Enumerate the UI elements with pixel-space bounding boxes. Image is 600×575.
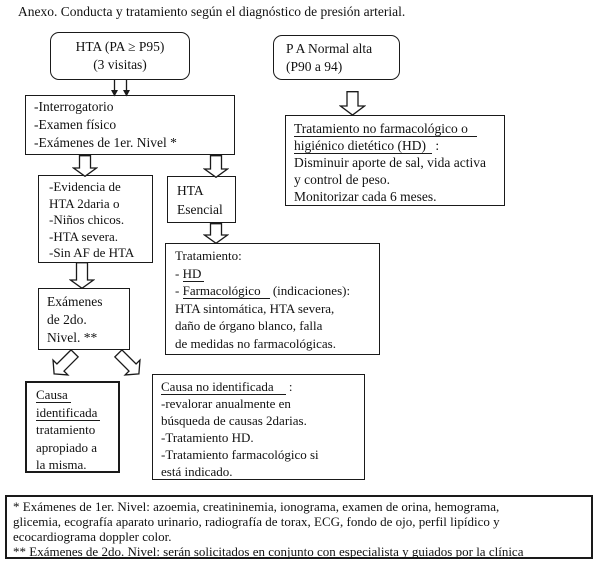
- examenes-line: Nivel. **: [47, 330, 98, 345]
- causa-no-title-colon: :: [285, 379, 293, 394]
- evidencia-line: -Sin AF de HTA: [49, 245, 135, 260]
- hd-line4: y control de peso.: [294, 172, 390, 187]
- causa-id-title1: Causa: [36, 387, 71, 403]
- hd-title-line2: higiénico dietético (HD): [294, 138, 432, 154]
- down-arrow-icon: [203, 155, 229, 178]
- node-cause-identified: [25, 381, 120, 473]
- first-level-line: -Exámenes de 1er. Nivel *: [34, 135, 177, 150]
- node-treatment: [165, 243, 380, 355]
- esencial-line2: Esencial: [177, 202, 223, 217]
- diagonal-down-left-arrow-icon: [47, 347, 81, 381]
- down-arrow-icon: [203, 223, 229, 244]
- hd-title-line1: Tratamiento no farmacológico o: [294, 121, 477, 137]
- node-nonpharm-treatment: [285, 115, 505, 206]
- tratamiento-line2-prefix: -: [175, 265, 183, 281]
- footnote-line: glicemia, ecografía aparato urinario, radiografía de torax, ECG, fondo de ojo, perfil lipídico y: [13, 514, 500, 529]
- causa-no-title: Causa no identificada: [161, 379, 286, 395]
- tratamiento-line3-prefix: -: [175, 283, 183, 298]
- down-arrow-icon: [339, 91, 366, 116]
- node-hta-diagnosis: [50, 32, 190, 80]
- hd-line3: Disminuir aporte de sal, vida activa: [294, 155, 486, 170]
- causa-no-line: -Tratamiento HD.: [161, 430, 254, 445]
- causa-no-line: -Tratamiento farmacológico si: [161, 447, 319, 462]
- tratamiento-line6: de medidas no farmacológicas.: [175, 335, 336, 351]
- examenes-line: Exámenes: [47, 294, 103, 309]
- node-first-level-eval: [25, 95, 235, 155]
- down-arrow-icon: [72, 155, 98, 177]
- node-pa-normal-alta: [273, 35, 400, 80]
- node-essential-hta: [167, 176, 236, 223]
- esencial-line1: HTA: [177, 183, 204, 198]
- diagonal-down-right-arrow-icon: [112, 347, 146, 381]
- node-second-level-exams: [38, 288, 130, 350]
- node-hta-line1: HTA (PA ≥ P95): [75, 39, 165, 54]
- tratamiento-line2-hd: HD: [183, 266, 205, 282]
- node-hta-line2: (3 visitas): [93, 57, 147, 72]
- examenes-line: de 2do.: [47, 312, 87, 327]
- node-secondary-evidence: [38, 175, 153, 263]
- causa-no-line: búsqueda de causas 2darias.: [161, 413, 307, 428]
- tratamiento-line5: daño de órgano blanco, falla: [175, 318, 323, 333]
- node-cause-not-identified: [152, 374, 365, 480]
- double-down-arrow-icon: [108, 79, 134, 97]
- footnote-line: ecocardiograma doppler color.: [13, 529, 172, 544]
- footnote-line: ** Exámenes de 2do. Nivel: serán solicitados en conjunto con especialista y guiados por la clínica: [13, 544, 524, 559]
- causa-id-line4: apropiado a: [36, 439, 98, 455]
- causa-id-line5: la misma.: [36, 457, 87, 472]
- tratamiento-line3-farmacologico: Farmacológico: [183, 283, 270, 299]
- tratamiento-line4: HTA sintomática, HTA severa,: [175, 300, 335, 316]
- hd-line5: Monitorizar cada 6 meses.: [294, 189, 437, 204]
- page-title: Anexo. Conducta y tratamiento según el diagnóstico de presión arterial.: [18, 4, 406, 19]
- evidencia-line: -Evidencia de: [49, 179, 121, 194]
- first-level-line: -Interrogatorio: [34, 99, 114, 114]
- evidencia-line: -Niños chicos.: [49, 212, 125, 227]
- evidencia-line: HTA 2daria o: [49, 195, 120, 211]
- node-pa-normal-line2: (P90 a 94): [286, 59, 343, 74]
- hd-title-colon: :: [431, 138, 440, 153]
- footnotes-box: [5, 495, 593, 559]
- causa-no-line: está indicado.: [161, 464, 233, 479]
- node-pa-normal-line1: P A Normal alta: [286, 41, 373, 56]
- first-level-line: -Examen físico: [34, 117, 117, 132]
- down-arrow-icon: [69, 262, 95, 289]
- causa-no-line: -revalorar anualmente en: [161, 396, 291, 411]
- tratamiento-line3-rest: (indicaciones):: [269, 283, 351, 298]
- causa-id-line3: tratamiento: [36, 422, 96, 437]
- tratamiento-line1: Tratamiento:: [175, 248, 242, 263]
- causa-id-title2: identificada: [36, 405, 100, 421]
- footnote-line: * Exámenes de 1er. Nivel: azoemia, creatininemia, ionograma, examen de orina, hemograma,: [13, 499, 500, 514]
- evidencia-line: -HTA severa.: [49, 228, 118, 244]
